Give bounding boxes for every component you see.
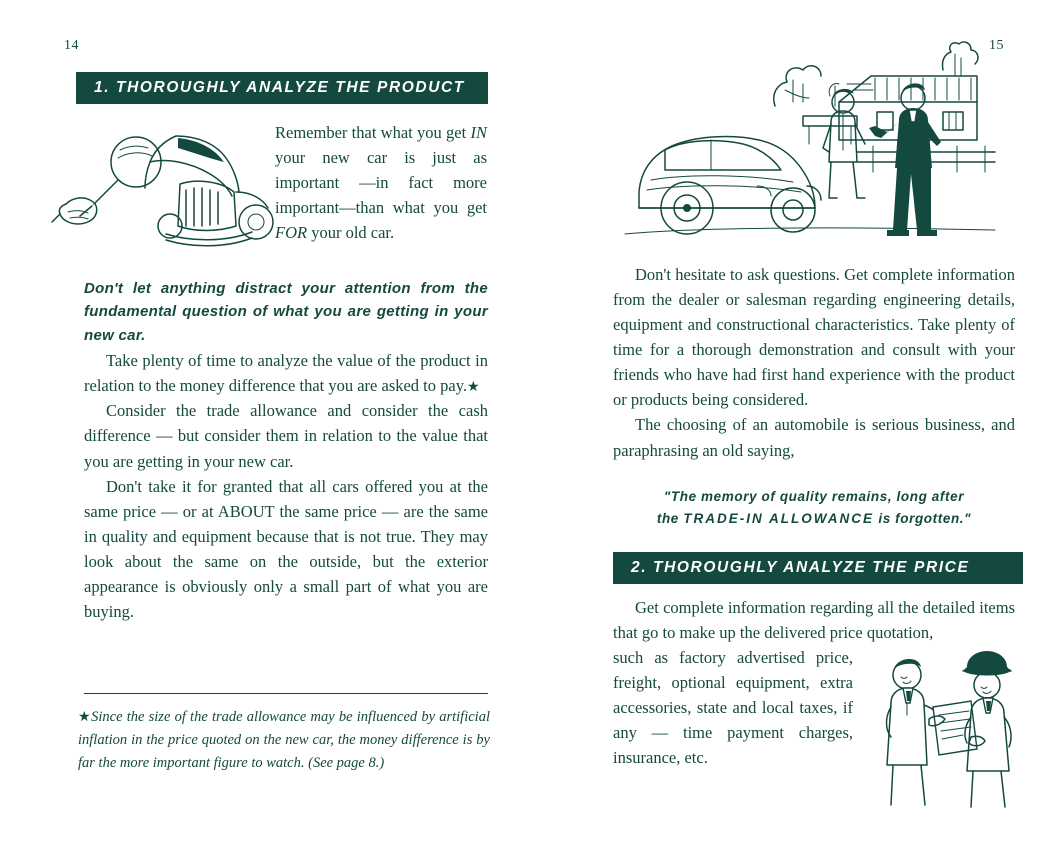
intro-run-a: Remember that what you get: [275, 123, 471, 142]
page-number-right: 15: [989, 38, 1004, 53]
intro-run-for: FOR: [275, 223, 308, 243]
right-paragraph-2: The choosing of an automobile is serious business, and paraphrasing an old saying,: [613, 415, 1015, 460]
right-closing-full: Get complete information regarding all the detailed items that go to make up the delivered price quotation,: [613, 598, 1015, 643]
right-paragraph-1: Don't hesitate to ask questions. Get complete information from the dealer or salesman regarding engineering details, equipment and constructional characteristics. Take plenty of time for a thorough demonstration and consult with your friends who have had first hand experience with the product or products being considered.: [613, 265, 1015, 410]
right-page: [525, 0, 1050, 855]
intro-run-in: IN: [470, 123, 487, 142]
intro-run-e: your old car.: [307, 223, 395, 243]
left-body-text: [84, 348, 488, 624]
left-paragraph-1-text: Take plenty of time to analyze the value of the product in relation to the money difference that you are asked to pay.: [84, 351, 488, 396]
footnote-text: Since the size of the trade allowance may be influenced by artificial inflation in the price quoted on the new car, the money difference is by far the more important figure to watch. (See page 8.): [78, 709, 490, 772]
section-heading-2: 2. THOROUGHLY ANALYZE THE PRICE: [613, 552, 1023, 584]
footnote-divider: [84, 693, 488, 694]
illustration-magnifier-engine: [58, 118, 268, 258]
left-intro-paragraph: [275, 120, 487, 245]
left-bold-callout: Don't let anything distract your attention from the fundamental question of what you are getting in your new car.: [84, 280, 488, 344]
pull-quote-line-2: [613, 508, 1015, 530]
right-body-text: [613, 262, 1015, 463]
pull-quote-line-2-b: is forgotten.": [874, 510, 972, 526]
intro-run-c: your new car is just as important —in fact more important—than what you get: [275, 148, 487, 218]
left-paragraph-2: Consider the trade allowance and consider the cash difference — but consider them in relation to the value that you are getting in your new car.: [84, 401, 488, 471]
footnote-star: ★: [78, 710, 92, 725]
footnote-star-marker: ★: [467, 380, 480, 396]
pull-quote-line-2-a: the: [656, 510, 684, 526]
left-footnote: [78, 706, 490, 775]
left-paragraph-3: Don't take it for granted that all cars offered you at the same price — or at ABOUT the same price — are the same in quality and equipment because that is not true. They may look about the same on the outside, but the exterior appearance is obviously only a small part of what you are buying.: [84, 476, 488, 621]
left-paragraph-1: [84, 348, 488, 398]
section-heading-1: 1. THOROUGHLY ANALYZE THE PRODUCT: [76, 72, 488, 104]
right-closing-narrow: such as factory advertised price, freight, optional equipment, extra accessories, state and local taxes, if any — time payment charges, insurance, etc.: [613, 648, 853, 768]
illustration-two-men-document: [863, 645, 1023, 810]
pull-quote-line-1: "The memory of quality remains, long after: [663, 489, 965, 504]
illustration-salesman-customer-car: [625, 40, 995, 255]
pull-quote: [613, 486, 1015, 529]
pull-quote-caps: TRADE-IN ALLOWANCE: [683, 510, 874, 526]
page-number-left: 14: [64, 38, 79, 53]
